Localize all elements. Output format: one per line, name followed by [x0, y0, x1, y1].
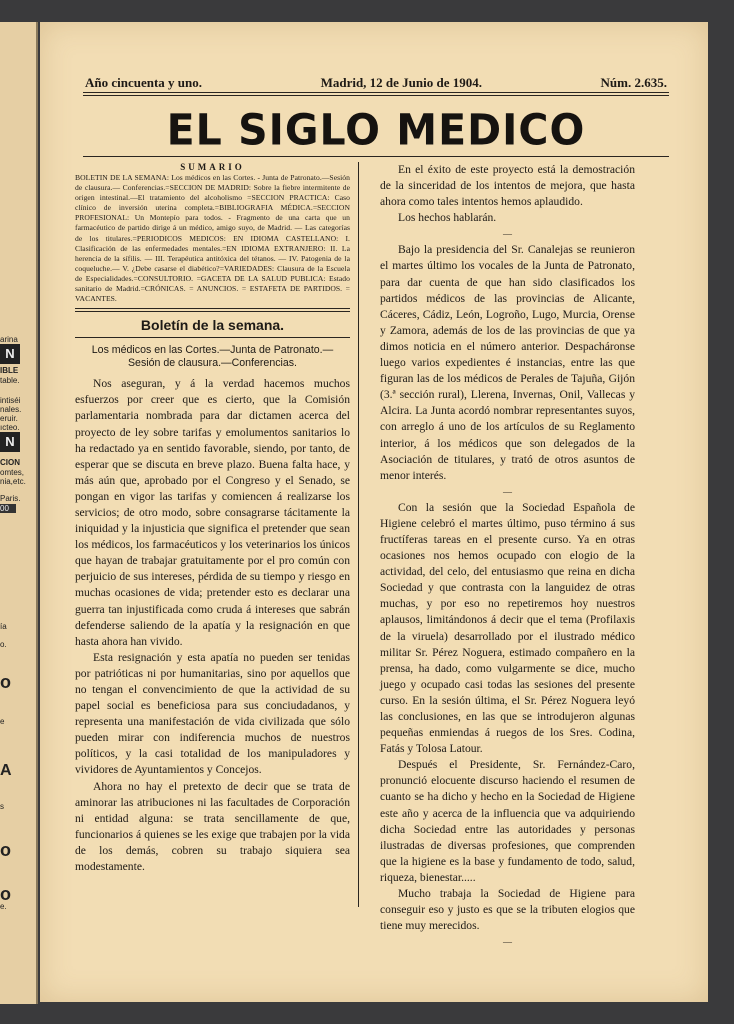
section-rule	[75, 337, 350, 338]
left-fragment: nia,etc.	[0, 477, 26, 486]
paragraph: Ahora no hay el pretexto de decir que se trata de aminorar las atribuciones ni las facultades de Corporación ni entidad alguna: se trata sencillamente de que, funcionarios á quienes se les exige que trabajen por la vida de los demás, cobren su trabajo siquiera sea modestamente.	[75, 779, 350, 874]
left-fragment: arina	[0, 335, 18, 344]
left-fragment: o.	[0, 640, 7, 649]
paragraph: Bajo la presidencia del Sr. Canalejas se reunieron el martes último los vocales de la Junta de Patronato, para dar cuenta de que han sido clasificados los partidos médicos de las provincias de Alicante, Cáceres, Cádiz, León, Logroño, Lugo, Murcia, Orense y Zamora, además de los de las provincias de que ya dimos noticia en el número anterior. Despacháronse luego varios expedientes é instancias, entre las que figuran las de los médicos de Perales de Tajuña, Gijón (3.ª sección rural), Llerena, Invernas, Onil, Vallecas y Alcira. La Junta acordó nombrar representantes suyos, con arreglo á uno de los artículos de su Reglamento interior, á los médicos que son delegados de la Asociación de titulares, y trató de otros asuntos de menor interés.	[380, 243, 635, 482]
left-fragment: omtes,	[0, 468, 25, 477]
left-fragment: table.	[0, 376, 20, 385]
left-fragment: nales.	[0, 405, 22, 414]
separator-dash: —	[503, 229, 512, 240]
left-fragment: s	[0, 802, 4, 811]
left-fragment: o	[0, 672, 11, 692]
separator-dash: —	[503, 937, 512, 948]
left-fragment: intiséi	[0, 396, 21, 405]
article-body	[380, 162, 635, 948]
paragraph: Los hechos hablarán.	[398, 211, 497, 225]
sumario-text: BOLETIN DE LA SEMANA: Los médicos en las Cortes. - Junta de Patronato.—Sesión de clausura.— Conferencias.=SECCION DE MADRID: Sobre la fiebre intermitente de origen intestinal.—El tratamiento del alcoholismo =SECCION PRACTICA: Caso clínico de inversión uterina completa.=BIBLIOGRAFIA MÉDICA.=SECCION PROFESIONAL: Un Montepío para todos. - Fragmento de una carta que un farmacéutico de partido dirige á un médico, amigo suyo, de Madrid. — Las categorías de los titulares.=PERIODICOS MEDICOS: EN IDIOMA CASTELLANO: I. Clasificación de las enfermedades mentales.=EN IDIOMA EXTRANJERO: II. La herencia de la sífilis. — III. Terapéutica antitóxica del tétanos. — IV. Patogenia de la coqueluche.— V. ¿Debe casarse el diabético?=VARIEDADES: Clausura de la Escuela de Especialidades.=CONSULTORIO. =GACETA DE LA SALUD PUBLICA: Estado sanitario de Madrid.=CRÓNICAS. = ANUNCIOS. = ESTAFETA DE PARTIDOS. = VACANTES.	[75, 173, 350, 304]
left-fragment: N	[0, 432, 20, 452]
title-rule	[83, 156, 669, 157]
newspaper-title: EL SIGLO MEDICO	[166, 104, 586, 156]
section-heading: Boletín de la semana.	[140, 317, 285, 334]
paragraph: Esta resignación y esta apatía no pueden ser tenidas por patrióticas ni por humanitarias, sino por aquellos que no tengan el convencimiento de que la actividad de su papel social es beneficiosa para sus conciudadanos, y representa una manifestación de vida civilizada que sólo pueden mirar con indiferencia muchos de nuestros políticos, y la casi totalidad de los manipuladores y vividores de Ayuntamientos y Concejos.	[75, 650, 350, 777]
paragraph: Después el Presidente, Sr. Fernández-Caro, pronunció elocuente discurso haciendo el resumen de cuanto se ha dicho y hecho en la Sociedad de Higiene este año y acerca de la influencia que va adquiriendo dicha Sociedad entre las autoridades y personas ilustradas de diversas profesiones, que comprenden que la higiene es la base y fundamento de todo, salud, riqueza, bienestar.....	[380, 758, 635, 884]
left-fragment: o	[0, 884, 11, 904]
paragraph: Nos aseguran, y á la verdad hacemos muchos esfuerzos por creer que es cierto, que la Comisión parlamentaria nombrada para dar dictamen acerca del proyecto de ley sobre tarifas y emolumentos sanitarios lo ha redactado ya en sentido favorable, siendo, por tanto, de esperar que se discuta en breve plazo. Buena falta hace, y más aún que, aprobado por el Congreso y el Senado, se pongan en vigor las tarifas y comiencen á realizarse los servicios; de otro modo, sobre consagrarse tácitamente la iniquidad y la injusticia que significa el pretender que sean los médicos, los farmacéuticos y los veterinarios los únicos que hayan de trabajar gratuitamente por el pro común con perjuicio de sus intereses, pérdida de su tiempo y riesgo en muchas ocasiones de vida; pretender esto es declarar una guerra tan injustificada como cruda á intereses que sabrán defenderse saliendo de la apatía y la resignación en que hasta ahora han vivido.	[75, 377, 350, 648]
separator-dash: —	[503, 486, 512, 497]
left-fragment: IBLE	[0, 366, 19, 375]
left-fragment: o	[0, 840, 11, 860]
issue-date: Madrid, 12 de Junio de 1904.	[320, 75, 482, 90]
masthead-line	[85, 75, 667, 91]
left-fragment: 00	[0, 504, 16, 513]
paragraph: Con la sesión que la Sociedad Española de Higiene celebró el martes último, puso término á sus fructíferas tareas en el presente curso. Ya en otras ocasiones nos hemos ocupado con elogio de la actividad, del celo, del entusiasmo que reina en dicha Sociedad y que contrasta con la languidez de otras muchas, y por eso no repetiremos hoy nuestros aplausos, limitándonos á decir que el tema (Profilaxis de la viruela) desarrollado por el ilustrado médico militar Sr. Pérez Noguera, estimado compañero en la prensa, ha dado, como vulgarmente se dice, mucho juego y ocupado casi todas las sesiones del presente curso. En la sesión última, el Sr. Pérez Noguera leyó las conclusiones, en las que se introdujeron algunas pequeñas enmiendas á ruegos de los Sres. Codina, Fatás y Tolosa Latour.	[380, 500, 635, 756]
sumario-heading: SUMARIO	[180, 162, 245, 172]
left-fragment: eruir.	[0, 414, 18, 423]
left-fragment: ía	[0, 622, 7, 631]
left-fragment: CION	[0, 458, 20, 467]
left-column	[75, 162, 350, 875]
adjacent-page-edge	[0, 22, 38, 1004]
paragraph: Mucho trabaja la Sociedad de Higiene para conseguir eso y justo es que se la tributen elogios que tiene muy merecidos.	[380, 887, 635, 933]
article-body	[75, 376, 350, 875]
volume-year: Año cincuenta y uno.	[85, 75, 203, 90]
left-fragment: A	[0, 762, 12, 779]
section-subheading: Los médicos en las Cortes.—Junta de Patronato.— Sesión de clausura.—Conferencias.	[91, 344, 334, 370]
left-fragment: e	[0, 717, 5, 726]
right-column	[380, 162, 635, 950]
section-divider	[75, 308, 350, 312]
header-rule	[83, 95, 669, 96]
newspaper-page	[40, 22, 708, 1002]
header-rule	[83, 92, 669, 93]
left-fragment: Paris.	[0, 494, 21, 503]
left-fragment: ıcteo.	[0, 423, 20, 432]
column-divider	[358, 162, 359, 907]
left-fragment: N	[0, 344, 20, 364]
paragraph: En el éxito de este proyecto está la demostración de la sinceridad de los intentos de mejora, que hasta ahora como tales intentos hemos aplaudido.	[380, 163, 635, 209]
left-fragment: e.	[0, 902, 7, 911]
issue-number: Núm. 2.635.	[600, 75, 667, 90]
